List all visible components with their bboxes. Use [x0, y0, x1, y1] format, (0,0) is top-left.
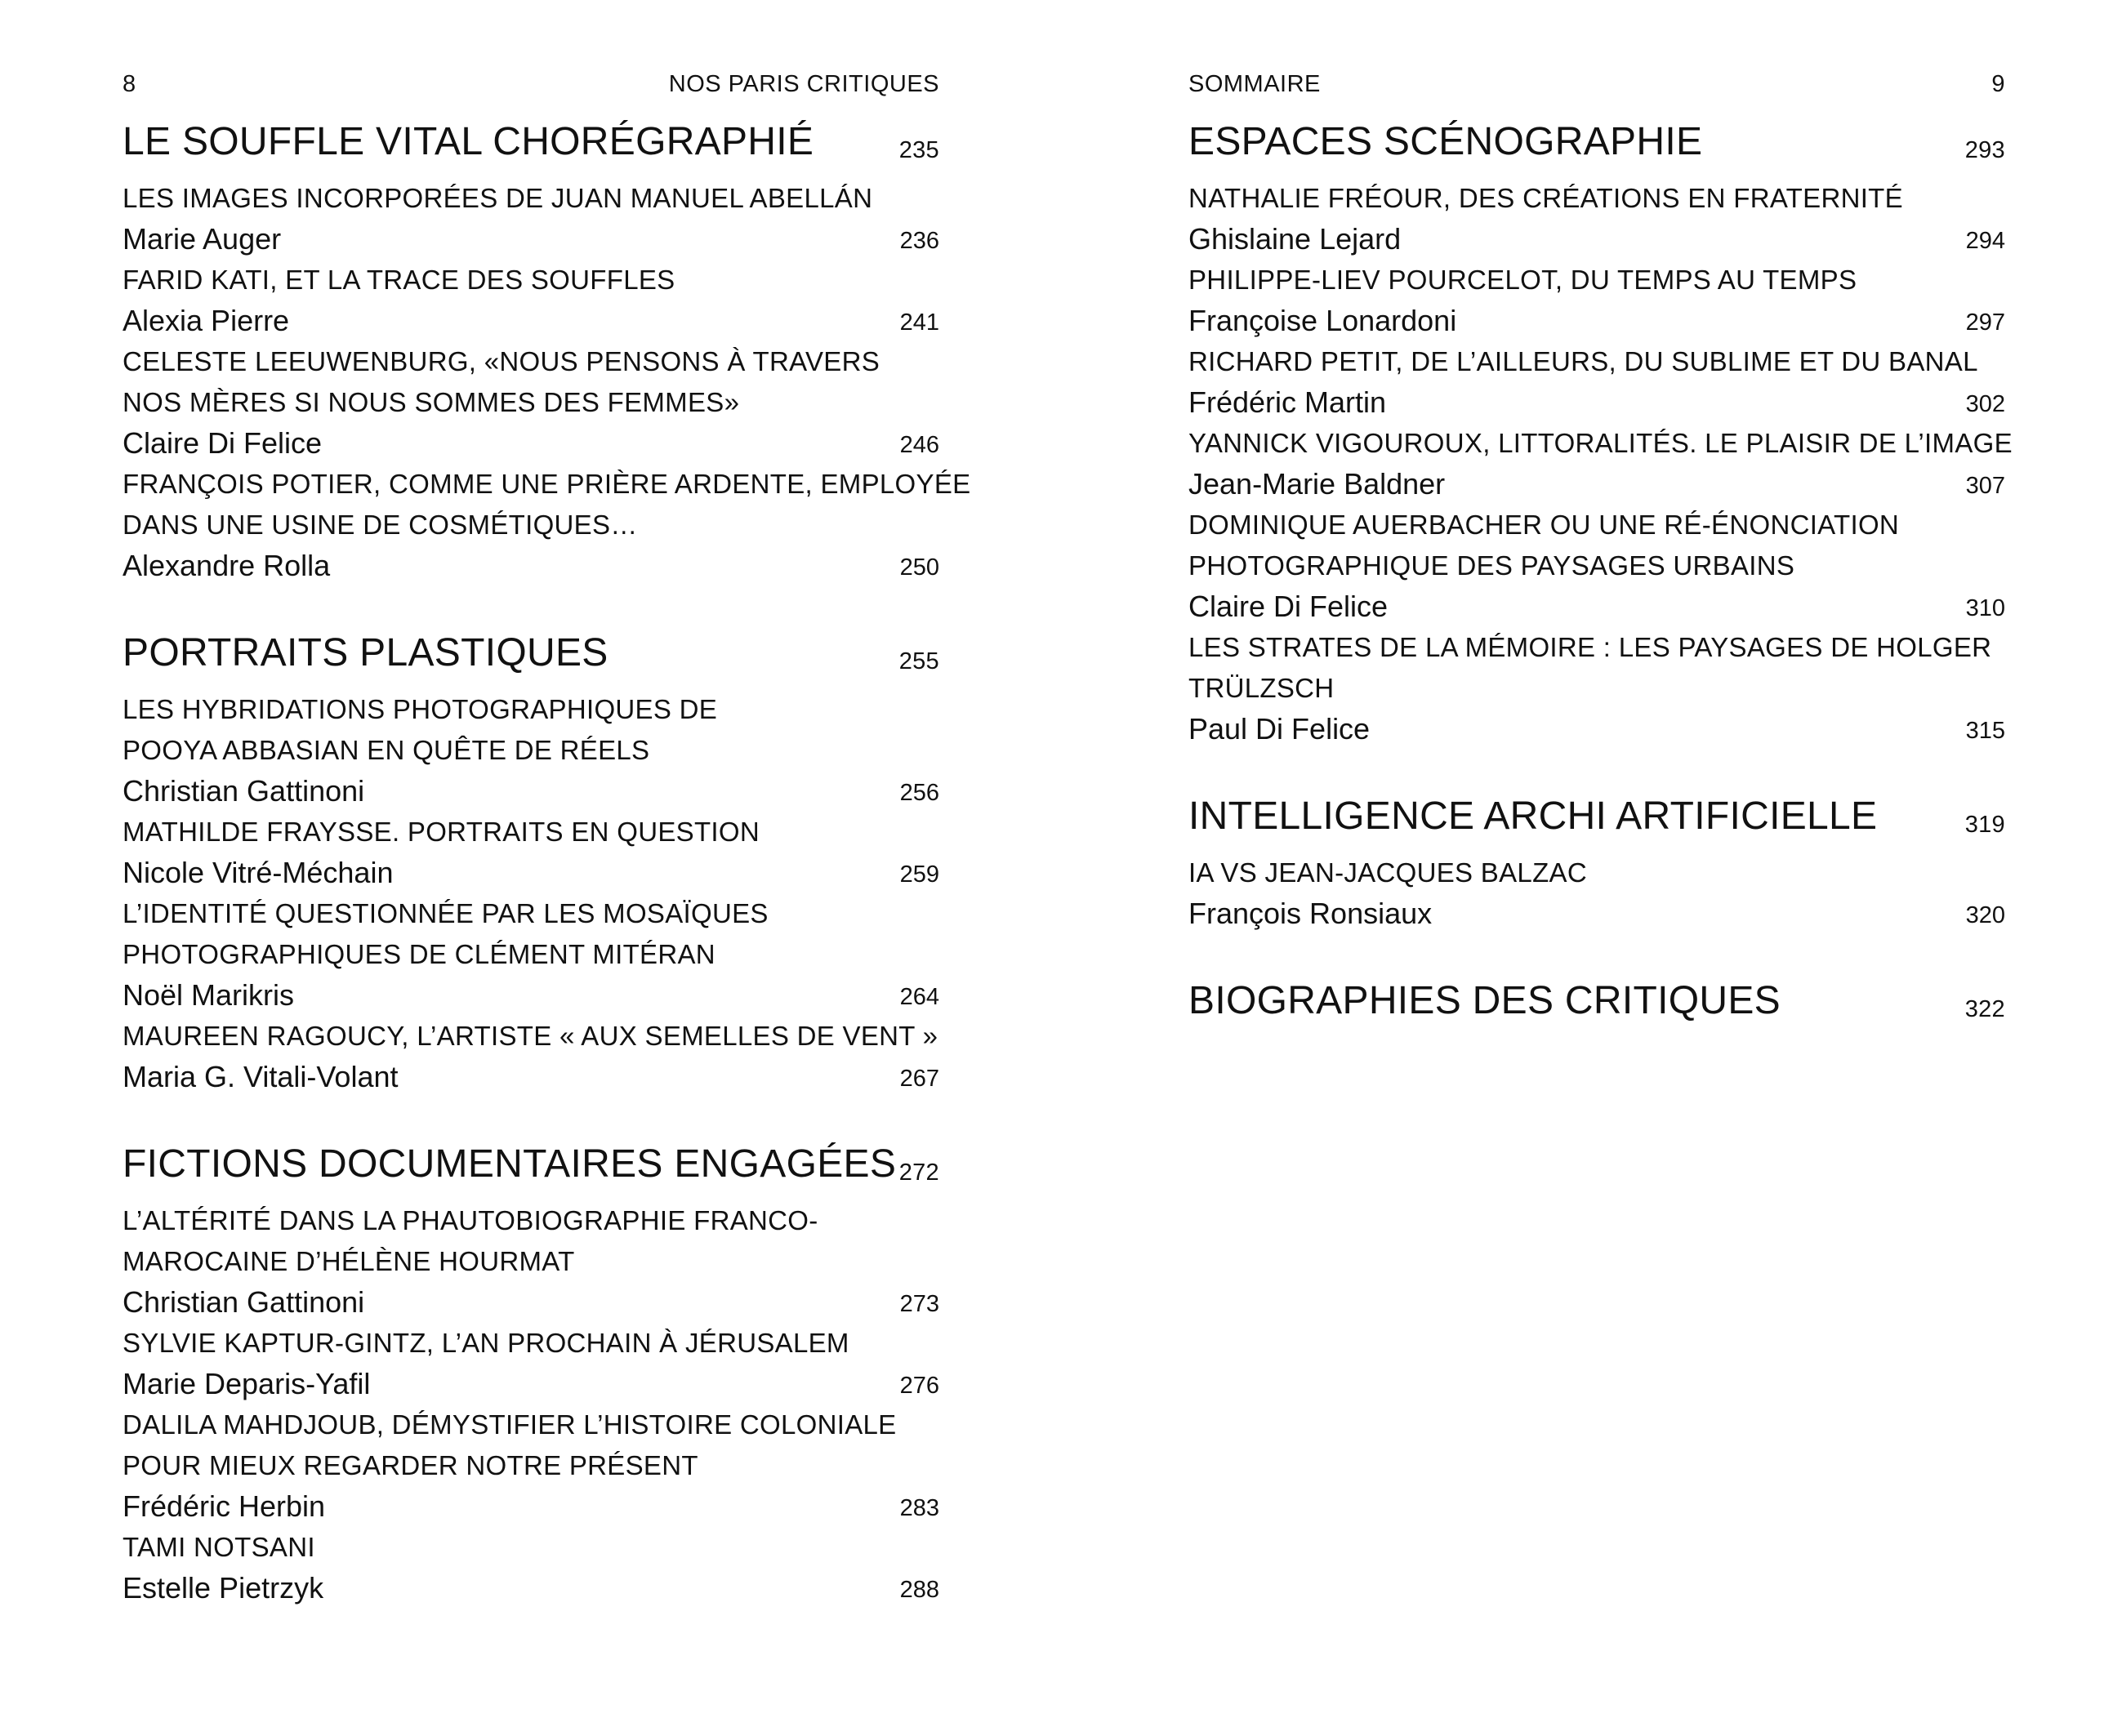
author-name: Jean-Marie Baldner	[1188, 467, 1446, 501]
article-title-line: DANS UNE USINE DE COSMÉTIQUES…	[123, 510, 638, 540]
author-name: Nicole Vitré-Méchain	[123, 856, 394, 889]
toc-entry	[1188, 341, 2005, 423]
author-row	[1188, 382, 2005, 423]
author-name: François Ronsiaux	[1188, 897, 1433, 930]
article-title-line: FRANÇOIS POTIER, COMME UNE PRIÈRE ARDENTE, EMPLOYÉE	[123, 469, 971, 499]
author-row	[1188, 219, 2005, 260]
author-row	[123, 545, 939, 586]
section-page-number: 293	[1964, 137, 2005, 163]
toc-entry	[1188, 852, 2005, 934]
author-name: Christian Gattinoni	[123, 774, 365, 808]
toc-entry	[1188, 423, 2013, 505]
author-name: Maria G. Vitali-Volant	[123, 1060, 399, 1093]
section-heading	[1188, 789, 2005, 844]
table-of-contents	[123, 114, 971, 1648]
article-title-line: POUR MIEUX REGARDER NOTRE PRÉSENT	[123, 1450, 698, 1480]
toc-entry	[123, 1527, 939, 1609]
article-title-line: POOYA ABBASIAN EN QUÊTE DE RÉELS	[123, 735, 650, 765]
section-title: INTELLIGENCE ARCHI ARTIFICIELLE	[1188, 795, 1878, 838]
author-name: Françoise Lonardoni	[1188, 304, 1457, 337]
author-name: Alexia Pierre	[123, 304, 290, 337]
article-title-line: FARID KATI, ET LA TRACE DES SOUFFLES	[123, 265, 675, 295]
article-title-line: YANNICK VIGOUROUX, LITTORALITÉS. LE PLAISIR DE L’IMAGE	[1188, 428, 2013, 458]
entry-page-number: 273	[899, 1291, 939, 1317]
toc-entry	[1188, 178, 2005, 260]
section-page-number: 322	[1964, 996, 2005, 1022]
author-row	[123, 771, 939, 812]
article-title-line: L’ALTÉRITÉ DANS LA PHAUTOBIOGRAPHIE FRANCO-	[123, 1205, 818, 1235]
author-row	[1188, 464, 2005, 505]
author-row	[123, 1568, 939, 1609]
toc-section	[1188, 114, 2013, 750]
toc-entry	[123, 260, 939, 341]
left-page	[123, 0, 971, 1736]
article-title-line: NATHALIE FRÉOUR, DES CRÉATIONS EN FRATERNITÉ	[1188, 183, 1903, 213]
author-row	[1188, 586, 2005, 627]
page-number: 8	[123, 71, 136, 97]
author-name: Estelle Pietrzyk	[123, 1571, 324, 1605]
author-name: Christian Gattinoni	[123, 1285, 365, 1319]
entry-page-number: 256	[899, 780, 939, 806]
entry-page-number: 315	[1965, 718, 2005, 744]
article-title-line: DALILA MAHDJOUB, DÉMYSTIFIER L’HISTOIRE COLONIALE	[123, 1409, 897, 1440]
running-title: NOS PARIS CRITIQUES	[668, 71, 939, 97]
section-page-number: 319	[1964, 812, 2005, 838]
article-title-line: MAROCAINE D’HÉLÈNE HOURMAT	[123, 1246, 575, 1276]
article-title-line: PHOTOGRAPHIQUES DE CLÉMENT MITÉRAN	[123, 939, 716, 969]
toc-section	[1188, 789, 2005, 934]
section-page-number: 272	[898, 1160, 939, 1186]
article-title-line: CELESTE LEEUWENBURG, «NOUS PENSONS À TRAVERS	[123, 346, 880, 376]
article-title-line: NOS MÈRES SI NOUS SOMMES DES FEMMES»	[123, 387, 740, 417]
toc-entry	[123, 1404, 939, 1527]
toc-entry	[123, 689, 939, 812]
section-heading	[123, 1137, 939, 1192]
section-heading	[1188, 973, 2005, 1029]
entry-page-number: 302	[1965, 391, 2005, 417]
author-name: Frédéric Herbin	[123, 1489, 326, 1523]
article-title-line: TRÜLZSCH	[1188, 673, 1335, 703]
author-name: Marie Deparis-Yafil	[123, 1367, 371, 1400]
section-title: LE SOUFFLE VITAL CHORÉGRAPHIÉ	[123, 120, 814, 163]
article-title-line: LES HYBRIDATIONS PHOTOGRAPHIQUES DE	[123, 694, 718, 724]
author-row	[123, 1282, 939, 1323]
toc-entry	[1188, 505, 2005, 627]
author-row	[123, 1364, 939, 1404]
entry-page-number: 267	[899, 1066, 939, 1092]
author-name: Paul Di Felice	[1188, 712, 1371, 746]
section-page-number: 255	[898, 648, 939, 674]
article-title-line: PHOTOGRAPHIQUE DES PAYSAGES URBAINS	[1188, 550, 1795, 581]
article-title-line: DOMINIQUE AUERBACHER OU UNE RÉ-ÉNONCIATION	[1188, 510, 1900, 540]
entry-page-number: 246	[899, 432, 939, 458]
author-name: Ghislaine Lejard	[1188, 222, 1402, 256]
page-number: 9	[1991, 71, 2005, 97]
entry-page-number: 294	[1965, 228, 2005, 254]
entry-page-number: 310	[1965, 595, 2005, 621]
article-title-line: MATHILDE FRAYSSE. PORTRAITS EN QUESTION	[123, 817, 760, 847]
toc-entry	[123, 464, 971, 586]
running-title: SOMMAIRE	[1188, 71, 1321, 97]
toc-entry	[123, 1323, 939, 1404]
author-name: Claire Di Felice	[1188, 590, 1389, 623]
toc-entry	[123, 1200, 939, 1323]
toc-section	[123, 114, 971, 586]
toc-entry	[1188, 627, 2005, 750]
entry-page-number: 288	[899, 1577, 939, 1603]
entry-page-number: 259	[899, 861, 939, 888]
running-head	[1188, 68, 2005, 100]
section-page-number: 235	[898, 137, 939, 163]
article-title-line: LES IMAGES INCORPORÉES DE JUAN MANUEL ABELLÁN	[123, 183, 873, 213]
article-title-line: PHILIPPE-LIEV POURCELOT, DU TEMPS AU TEMPS	[1188, 265, 1857, 295]
entry-page-number: 297	[1965, 309, 2005, 336]
toc-entry	[123, 341, 939, 464]
section-heading	[123, 625, 939, 681]
toc-entry	[123, 1016, 939, 1097]
article-title-line: LES STRATES DE LA MÉMOIRE : LES PAYSAGES DE HOLGER	[1188, 632, 1992, 662]
toc-entry	[1188, 260, 2005, 341]
section-title: PORTRAITS PLASTIQUES	[123, 631, 609, 674]
author-row	[123, 300, 939, 341]
author-name: Alexandre Rolla	[123, 549, 331, 582]
running-head	[123, 68, 939, 100]
author-name: Noël Marikris	[123, 978, 295, 1012]
author-name: Frédéric Martin	[1188, 385, 1387, 419]
entry-page-number: 250	[899, 554, 939, 581]
author-row	[1188, 300, 2005, 341]
entry-page-number: 276	[899, 1373, 939, 1399]
toc-section	[123, 625, 939, 1097]
author-row	[123, 852, 939, 893]
author-row	[1188, 893, 2005, 934]
author-name: Claire Di Felice	[123, 426, 323, 460]
table-of-contents	[1188, 114, 2013, 1068]
author-row	[123, 975, 939, 1016]
author-row	[1188, 709, 2005, 750]
author-row	[123, 1057, 939, 1097]
section-title: FICTIONS DOCUMENTAIRES ENGAGÉES	[123, 1142, 897, 1186]
author-row	[123, 219, 939, 260]
article-title-line: TAMI NOTSANI	[123, 1532, 315, 1562]
entry-page-number: 320	[1965, 902, 2005, 928]
entry-page-number: 307	[1965, 473, 2005, 499]
section-heading	[123, 114, 939, 170]
entry-page-number: 283	[899, 1495, 939, 1521]
entry-page-number: 241	[899, 309, 939, 336]
right-page	[1188, 0, 2013, 1736]
article-title-line: IA VS JEAN-JACQUES BALZAC	[1188, 857, 1587, 888]
article-title-line: RICHARD PETIT, DE L’AILLEURS, DU SUBLIME ET DU BANAL	[1188, 346, 1978, 376]
article-title-line: L’IDENTITÉ QUESTIONNÉE PAR LES MOSAÏQUES	[123, 898, 769, 928]
toc-entry	[123, 812, 939, 893]
article-title-line: SYLVIE KAPTUR-GINTZ, L’AN PROCHAIN À JÉRUSALEM	[123, 1328, 849, 1358]
toc-section	[1188, 973, 2005, 1029]
entry-page-number: 264	[899, 984, 939, 1010]
toc-entry	[123, 178, 939, 260]
toc-section	[123, 1137, 939, 1609]
article-title-line: MAUREEN RAGOUCY, L’ARTISTE « AUX SEMELLES DE VENT »	[123, 1021, 938, 1051]
author-row	[123, 423, 939, 464]
section-title: ESPACES SCÉNOGRAPHIE	[1188, 120, 1703, 163]
section-title: BIOGRAPHIES DES CRITIQUES	[1188, 979, 1781, 1022]
author-name: Marie Auger	[123, 222, 282, 256]
toc-entry	[123, 893, 939, 1016]
section-heading	[1188, 114, 2005, 170]
author-row	[123, 1486, 939, 1527]
entry-page-number: 236	[899, 228, 939, 254]
